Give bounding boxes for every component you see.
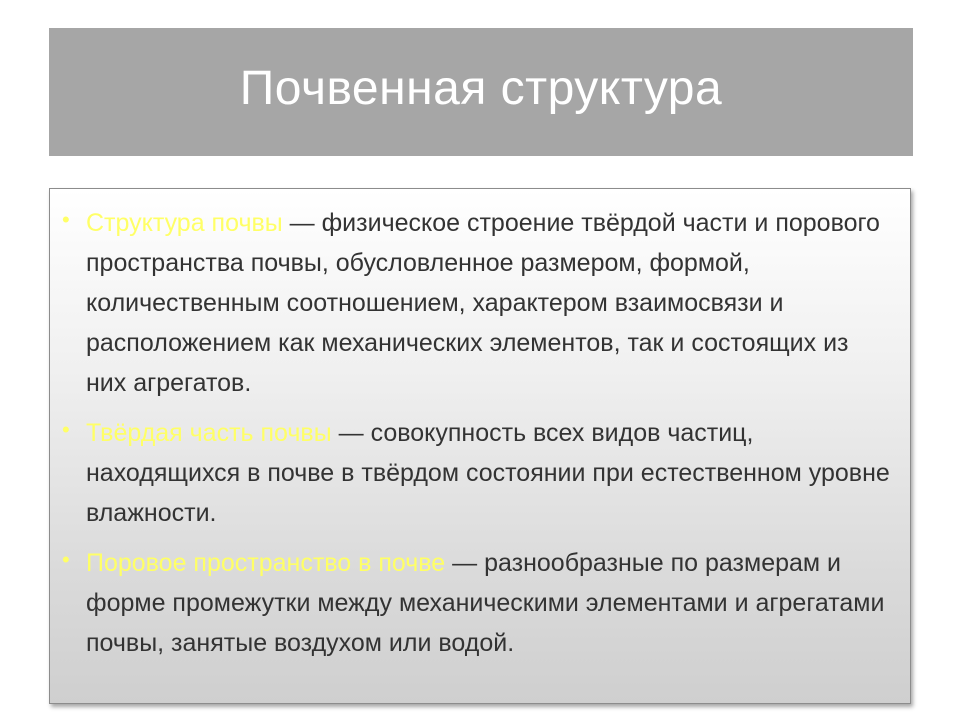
bullet-item-soil-structure	[62, 203, 892, 403]
bullet-dot-icon: •	[62, 547, 70, 572]
bullet-item-pore-space	[62, 543, 892, 663]
bullet-item-solid-part	[62, 413, 892, 533]
content-box	[49, 188, 911, 704]
bullet-dot-icon: •	[62, 417, 70, 442]
bullet-term: Твёрдая часть почвы	[86, 419, 332, 447]
title-banner	[49, 28, 913, 156]
bullet-term: Поровое пространство в почве	[86, 549, 446, 577]
bullet-dot-icon: •	[62, 207, 70, 232]
bullet-definition: — разнообразные по размерам и форме промежутки между механическими элементами и агрегатами почвы, занятые воздухом или водой.	[86, 549, 885, 657]
bullet-definition: — совокупность всех видов частиц, находящихся в почве в твёрдом состоянии при естественном уровне влажности.	[86, 419, 890, 527]
bullet-definition: — физическое строение твёрдой части и порового пространства почвы, обусловленное размером, формой, количественным соотношением, характером взаимосвязи и расположением как механических элементов, так и состоящих из них агрегатов.	[86, 209, 880, 397]
bullet-list	[62, 203, 892, 673]
bullet-term: Структура почвы	[86, 209, 283, 237]
slide-title: Почвенная структура	[239, 61, 723, 115]
